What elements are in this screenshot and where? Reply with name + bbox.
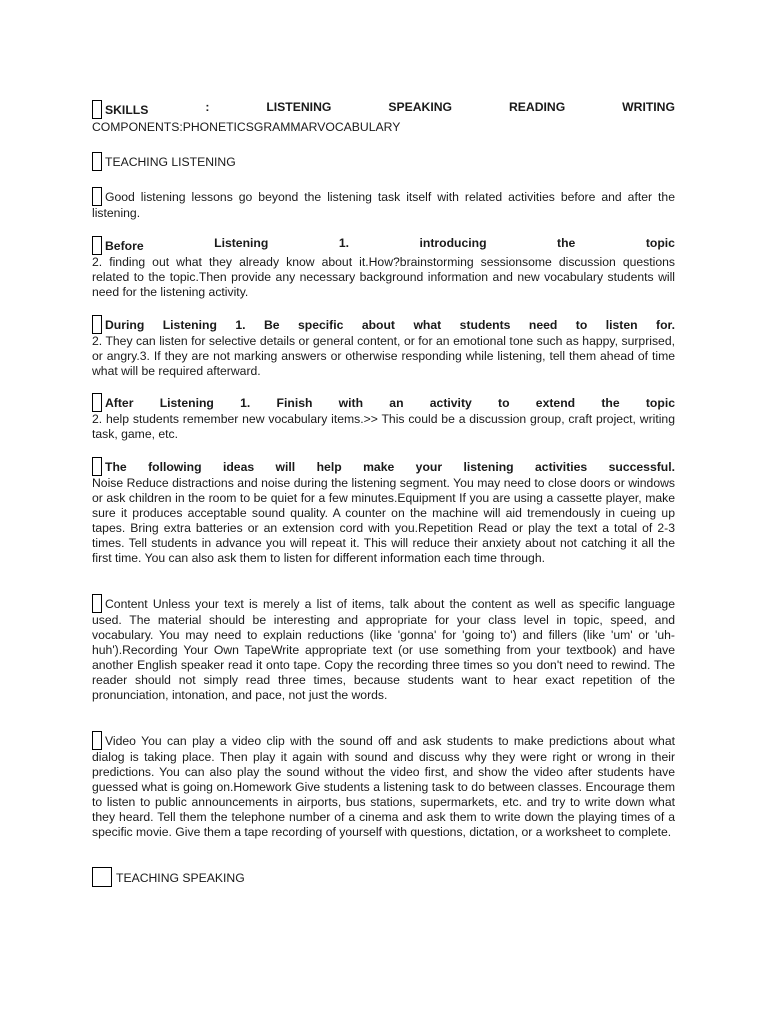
- after-listening-block: [92, 393, 675, 442]
- skills-word: READING: [508, 100, 566, 114]
- checkbox-icon: [92, 731, 102, 750]
- during-listening-block: [92, 315, 675, 379]
- before-word: 1.: [338, 236, 349, 250]
- before-listening-heading: [92, 236, 675, 255]
- skills-word: SKILLS: [92, 100, 148, 119]
- before-word: Listening: [214, 236, 269, 250]
- video-paragraph: Video You can play a video clip with the sound off and ask students to make predictions about what dialog is taking place. Then play it again with sound and discuss why they were right or wrong in their predictions. You can also play the sound without the video first, and show the video after students have guessed what is going on.Homework Give students a listening task to do between classes. Encourage them to listen to public announcements in airports, bus stations, supermarkets, etc. and try to write down what they heard. Tell them the telephone number of a cinema and ask them to write down the playing times of a specific movie. Give them a tape recording of yourself with questions, dictation, or a worksheet to complete.: [92, 731, 675, 841]
- checkbox-icon: [92, 594, 102, 613]
- intro-paragraph: Good listening lessons go beyond the listening task itself with related activities before and after the listening.: [92, 187, 675, 221]
- after-listening-body: 2. help students remember new vocabulary items.>> This could be a discussion group, craft project, writing task, game, etc.: [92, 412, 675, 442]
- skills-word: :: [205, 100, 210, 114]
- before-listening-block: [92, 236, 675, 300]
- checkbox-icon: [92, 315, 102, 334]
- after-listening-heading: After Listening 1. Finish with an activity to extend the topic: [92, 393, 675, 412]
- ideas-block: [92, 457, 675, 567]
- section-title-listening: TEACHING LISTENING: [92, 152, 236, 171]
- during-listening-heading: During Listening 1. Be specific about what students need to listen for.: [92, 315, 675, 334]
- during-listening-paragraph: [92, 315, 675, 379]
- checkbox-icon: [92, 457, 102, 476]
- skills-block: [92, 100, 675, 135]
- section-title-speaking: TEACHING SPEAKING: [92, 867, 245, 887]
- ideas-paragraph: [92, 457, 675, 567]
- content-paragraph: Content Unless your text is merely a list of items, talk about the content as well as specific language used. The material should be interesting and appropriate for your class level in topic, speed, and vocabulary. You may need to explain reductions (like 'gonna' for 'going to') and fillers (like 'um' or 'uh-huh').Recording Your Own TapeWrite appropriate text (or use something from your textbook) and have another English speaker read it onto tape. Copy the recording three times so you don't need to rewind. The reader should not simply read three times, because students want to hear exact repetition of the pronunciation, intonation, and pace, not just the words.: [92, 594, 675, 704]
- during-listening-body: 2. They can listen for selective details or general content, or for an emotional tone such as happy, surprised, or angry.3. If they are not marking answers or otherwise responding while listening, tell them ahead of time what will be required afterward.: [92, 334, 675, 379]
- checkbox-icon: [92, 100, 102, 119]
- before-word: the: [557, 236, 576, 250]
- before-word: introducing: [419, 236, 487, 250]
- before-word: Before: [92, 236, 144, 255]
- checkbox-icon: [92, 187, 102, 206]
- checkbox-icon: [92, 867, 112, 887]
- after-listening-paragraph: [92, 393, 675, 442]
- skills-word: WRITING: [622, 100, 675, 114]
- before-word: topic: [645, 236, 675, 250]
- components-line: COMPONENTS:PHONETICSGRAMMARVOCABULARY: [92, 120, 401, 134]
- checkbox-icon: [92, 393, 102, 412]
- before-listening-body: 2. finding out what they already know about it.How?brainstorming sessionsome discussion questions related to the topic.Then provide any necessary background information and new vocabulary students will need for the listening activity.: [92, 255, 675, 300]
- ideas-body: Noise Reduce distractions and noise during the listening segment. You may need to close doors or windows or ask children in the room to be quiet for a few minutes.Equipment If you are using a cassette player, make sure it produces acceptable sound quality. A counter on the machine will aid tremendously in cueing up tapes. Bring extra batteries or an extension cord with you.Repetition Read or play the text a total of 2-3 times. Tell students in advance you will repeat it. This will reduce their anxiety about not catching it all the first time. You can also ask them to listen for different information each time through.: [92, 476, 675, 566]
- skills-word: LISTENING: [266, 100, 332, 114]
- ideas-heading: The following ideas will help make your listening activities successful.: [92, 457, 675, 476]
- skills-heading: [92, 100, 675, 119]
- skills-word: SPEAKING: [388, 100, 452, 114]
- checkbox-icon: [92, 236, 102, 255]
- checkbox-icon: [92, 152, 102, 171]
